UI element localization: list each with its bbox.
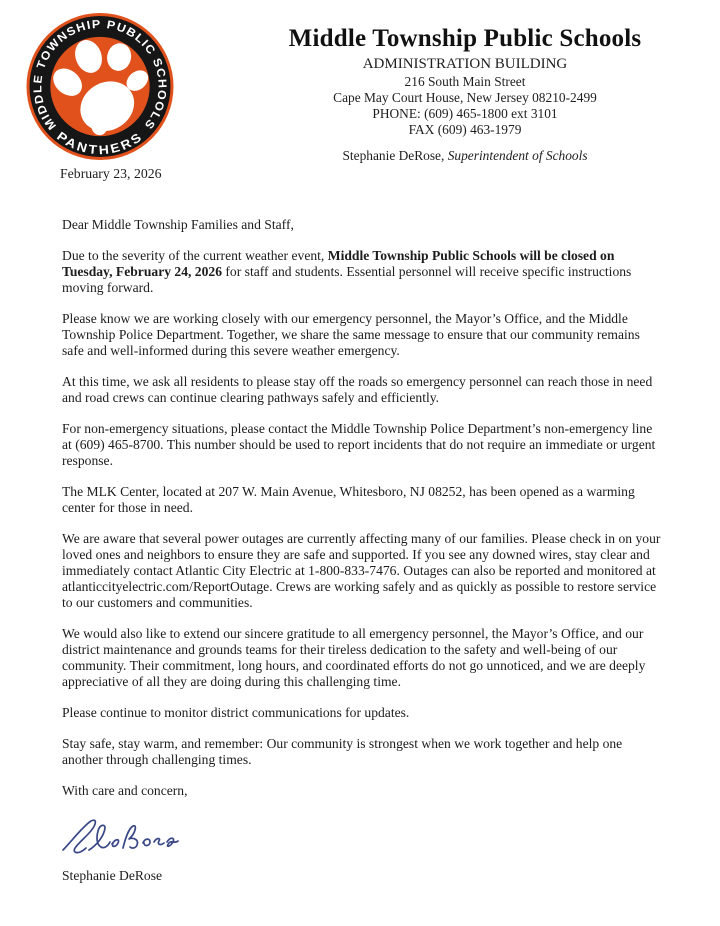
letter-paragraph: Please know we are working closely with our emergency personnel, the Mayor’s Office, and the Middle Township Police Department. Together, we share the same message to ensure that our community remains safe and well-informed during this severe weather emergency.: [62, 311, 640, 358]
district-logo: [25, 12, 175, 161]
logo-ring-text-top: MIDDLE TOWNSHIP PUBLIC SCHOOLS: [32, 18, 168, 132]
address-line-2: Cape May Court House, New Jersey 08210-2499: [333, 90, 597, 105]
letter-paragraph: For non-emergency situations, please contact the Middle Township Police Department’s non-emergency line at (609) 465-8700. This number should be used to report incidents that do not require an immediate or urgent response.: [62, 421, 656, 468]
district-name: Middle Township Public Schools: [288, 25, 642, 52]
letter-paragraph: Please continue to monitor district communications for updates.: [62, 705, 410, 720]
phone-line: PHONE: (609) 465-1800 ext 3101: [372, 106, 558, 121]
building-name: ADMINISTRATION BUILDING: [362, 56, 568, 72]
letter-paragraph: Stay safe, stay warm, and remember: Our community is strongest when we work together and help one another through challenging times.: [62, 736, 623, 767]
salutation: Dear Middle Township Families and Staff,: [62, 217, 294, 232]
superintendent-line: [250, 148, 680, 164]
handwritten-signature: [59, 814, 179, 862]
closing: With care and concern,: [62, 783, 188, 798]
letter-paragraph: We are aware that several power outages are currently affecting many of our families. Please check in on your loved ones and neighbors to ensure they are safe and supported. If you see any downed wires, stay clear and immediately contact Atlantic City Electric at 1-800-833-7476. Outages can also be reported and monitored at atlanticcityelectric.com/ReportOutage. Crews are working safely and as quickly as possible to restore service to our customers and communities.: [62, 531, 661, 610]
letterhead: [250, 24, 680, 164]
fax-line: FAX (609) 463-1979: [408, 122, 522, 137]
letter-date: February 23, 2026: [60, 166, 162, 181]
letter-paragraph: Due to the severity of the current weather event, Middle Township Public Schools will be closed on Tuesday, February 24, 2026 for staff and students. Essential personnel will receive specific instructions moving forward.: [62, 248, 632, 295]
logo-ring-text-bottom: PANTHERS: [54, 129, 145, 158]
letter-paragraphs: [62, 248, 662, 768]
letter-paragraph: We would also like to extend our sincere gratitude to all emergency personnel, the Mayor’s Office, and our district maintenance and grounds teams for their tireless dedication to the safety and well-being of our community. Their commitment, long hours, and coordinated efforts do not go unnoticed, and we are deeply appreciative of all they are doing during this challenging time.: [62, 626, 646, 689]
signature-typed-name: Stephanie DeRose: [62, 868, 163, 883]
letter-paragraph: The MLK Center, located at 207 W. Main Avenue, Whitesboro, NJ 08252, has been opened as a warming center for those in need.: [62, 484, 635, 515]
district-logo-graphic: [25, 12, 175, 161]
letter-paragraph: At this time, we ask all residents to please stay off the roads so emergency personnel can reach those in need and road crews can continue clearing pathways safely and efficiently.: [62, 374, 653, 405]
letter-body: [62, 217, 662, 899]
superintendent-title: Superintendent of Schools: [447, 148, 588, 163]
address-line-1: 216 South Main Street: [404, 74, 526, 89]
superintendent-name: Stephanie DeRose,: [342, 148, 448, 163]
